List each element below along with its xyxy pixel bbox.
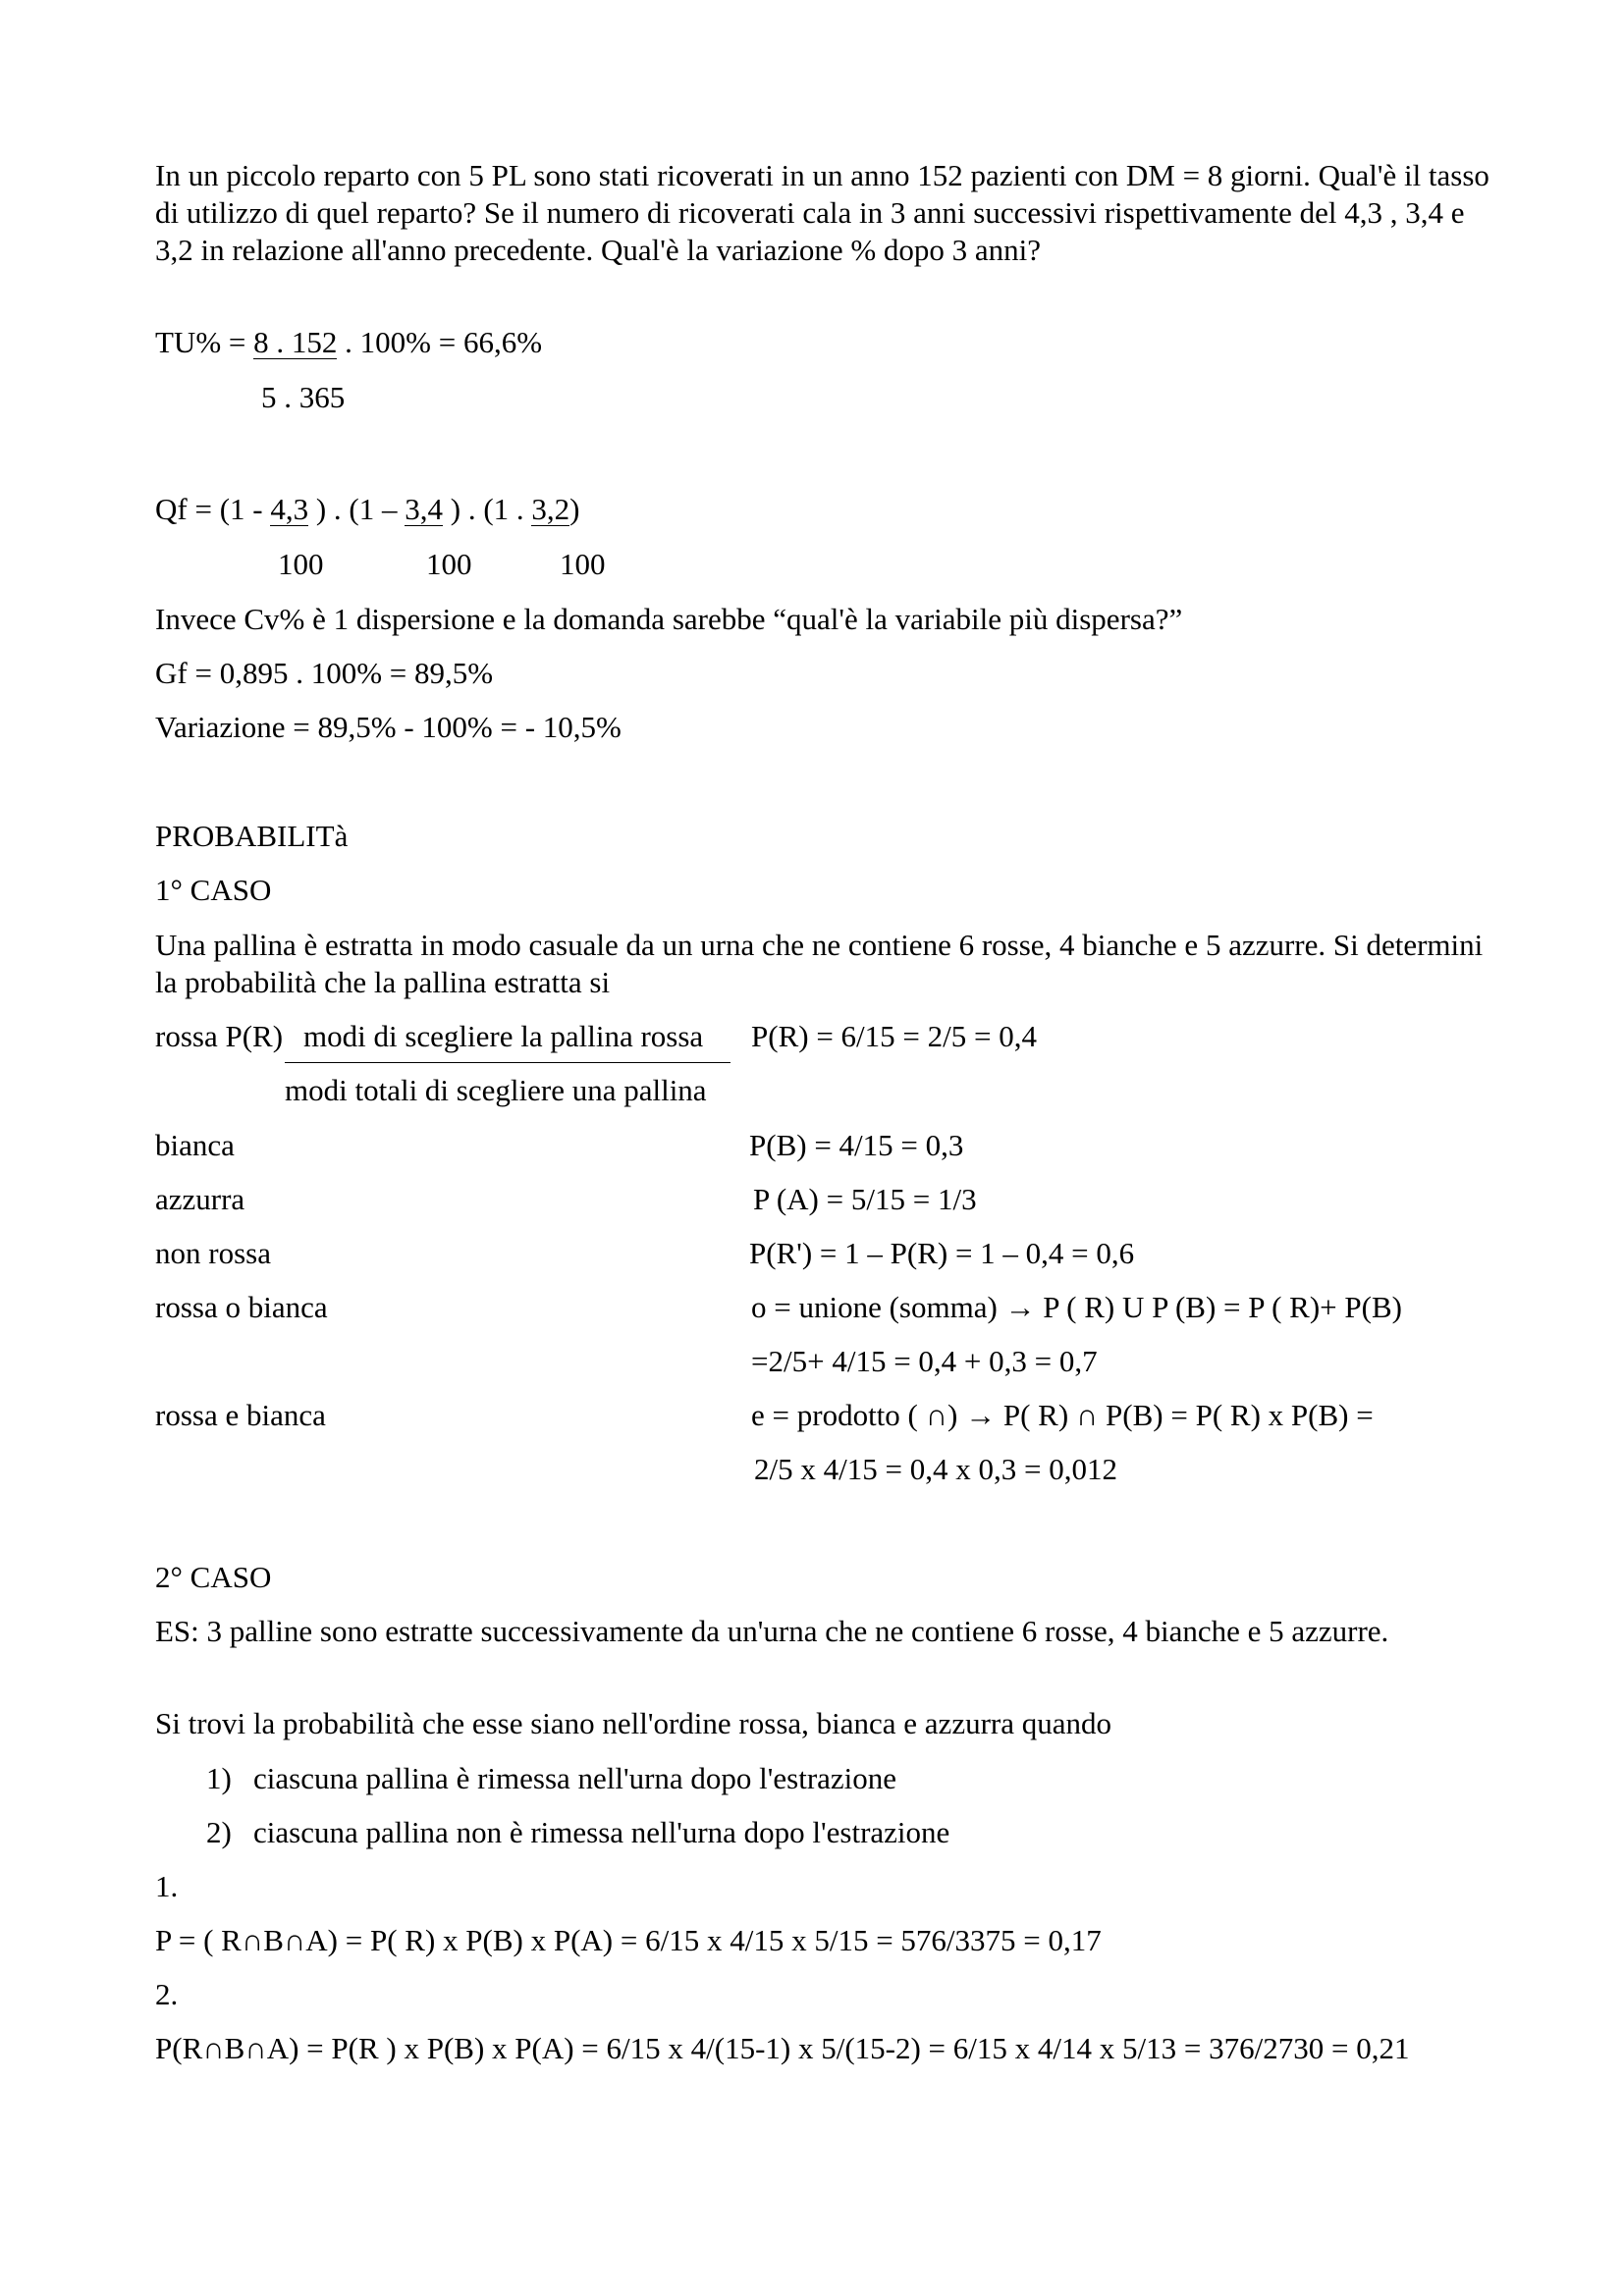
row-rossa-e-bianca-value-2: 2/5 x 4/15 = 0,4 x 0,3 = 0,012 bbox=[754, 1452, 1117, 1486]
qf-n2: 3,4 bbox=[405, 492, 443, 526]
row-bianca-value: P(B) = 4/15 = 0,3 bbox=[749, 1128, 964, 1162]
problem-text: In un piccolo reparto con 5 PL sono stati ricoverati in un anno 152 pazienti con DM = 8 giorni. Qual'è il tasso di utilizzo di quel reparto? Se il numero di ricoverati cala in 3 anni successivi rispettivamente del 4,3 , 3,4 e 3,2 in relazione all'anno precedente. Qual'è la variazione % dopo 3 anni? bbox=[155, 158, 1489, 267]
list-item-1-text: ciascuna pallina è rimessa nell'urna dopo l'estrazione bbox=[253, 1761, 897, 1795]
row-rossa-frac-den: modi totali di scegliere una pallina bbox=[285, 1073, 707, 1107]
fraction-bar bbox=[285, 1062, 730, 1063]
case1-heading: 1° CASO bbox=[155, 873, 272, 907]
cv-note: Invece Cv% è 1 dispersione e la domanda sarebbe “qual'è la variabile più dispersa?” bbox=[155, 602, 1183, 636]
row-rossa-frac-num: modi di scegliere la pallina rossa bbox=[303, 1019, 704, 1053]
row-rossa-o-bianca-label: rossa o bianca bbox=[155, 1290, 328, 1324]
row-rossa-e-bianca-value: e = prodotto ( ∩) → P( R) ∩ P(B) = P( R) x P(B) = bbox=[751, 1398, 1374, 1432]
row-rossa-value: P(R) = 6/15 = 2/5 = 0,4 bbox=[751, 1019, 1037, 1053]
answer-1: P = ( R∩B∩A) = P( R) x P(B) x P(A) = 6/15 x 4/15 x 5/15 = 576/3375 = 0,17 bbox=[155, 1923, 1102, 1957]
row-rossa-o-bianca-value-2: =2/5+ 4/15 = 0,4 + 0,3 = 0,7 bbox=[751, 1344, 1098, 1378]
tu-label: TU% = bbox=[155, 325, 254, 359]
qf-n1: 4,3 bbox=[270, 492, 309, 526]
qf-d1: 100 bbox=[278, 547, 324, 581]
row-azzurra-value: P (A) = 5/15 = 1/3 bbox=[753, 1182, 977, 1216]
answer-2: P(R∩B∩A) = P(R ) x P(B) x P(A) = 6/15 x 4/(15-1) x 5/(15-2) = 6/15 x 4/14 x 5/13 = 376/2730 = 0,21 bbox=[155, 2031, 1410, 2065]
qf-formula bbox=[155, 491, 579, 528]
probability-heading: PROBABILITà bbox=[155, 819, 349, 853]
row-bianca-label: bianca bbox=[155, 1128, 235, 1162]
tu-numerator: 8 . 152 bbox=[253, 325, 338, 359]
answer-1-label: 1. bbox=[155, 1869, 179, 1903]
case2-text: ES: 3 palline sono estratte successivamente da un'urna che ne contiene 6 rosse, 4 bianche e 5 azzurre. bbox=[155, 1614, 1389, 1648]
row-azzurra-label: azzurra bbox=[155, 1182, 245, 1216]
tu-rest: . 100% = 66,6% bbox=[337, 325, 543, 359]
row-non-rossa-label: non rossa bbox=[155, 1236, 271, 1270]
case1-text: Una pallina è estratta in modo casuale da un urna che ne contiene 6 rosse, 4 bianche e 5 azzurre. Si determini la probabilità che la pallina estratta si bbox=[155, 928, 1484, 999]
case2-heading: 2° CASO bbox=[155, 1560, 272, 1594]
qf-mid2: ) . (1 . bbox=[443, 492, 532, 526]
tu-formula bbox=[155, 324, 542, 361]
qf-end: ) bbox=[569, 492, 580, 526]
list-item-2-num: 2) bbox=[206, 1815, 232, 1849]
answer-2-label: 2. bbox=[155, 1977, 179, 2011]
qf-label: Qf = (1 - bbox=[155, 492, 271, 526]
qf-d3: 100 bbox=[560, 547, 606, 581]
case2-question: Si trovi la probabilità che esse siano nell'ordine rossa, bianca e azzurra quando bbox=[155, 1706, 1111, 1740]
list-item-1-num: 1) bbox=[206, 1761, 232, 1795]
qf-mid1: ) . (1 – bbox=[308, 492, 406, 526]
row-rossa-e-bianca-label: rossa e bianca bbox=[155, 1398, 326, 1432]
row-non-rossa-value: P(R') = 1 – P(R) = 1 – 0,4 = 0,6 bbox=[749, 1236, 1135, 1270]
qf-d2: 100 bbox=[426, 547, 472, 581]
row-rossa-o-bianca-value: o = unione (somma) → P ( R) U P (B) = P ( R)+ P(B) bbox=[751, 1290, 1402, 1324]
variazione-line: Variazione = 89,5% - 100% = - 10,5% bbox=[155, 710, 622, 744]
row-rossa-label: rossa P(R) bbox=[155, 1019, 284, 1053]
gf-line: Gf = 0,895 . 100% = 89,5% bbox=[155, 656, 494, 690]
list-item-2-text: ciascuna pallina non è rimessa nell'urna dopo l'estrazione bbox=[253, 1815, 950, 1849]
tu-denominator: 5 . 365 bbox=[261, 380, 346, 414]
qf-n3: 3,2 bbox=[531, 492, 570, 526]
